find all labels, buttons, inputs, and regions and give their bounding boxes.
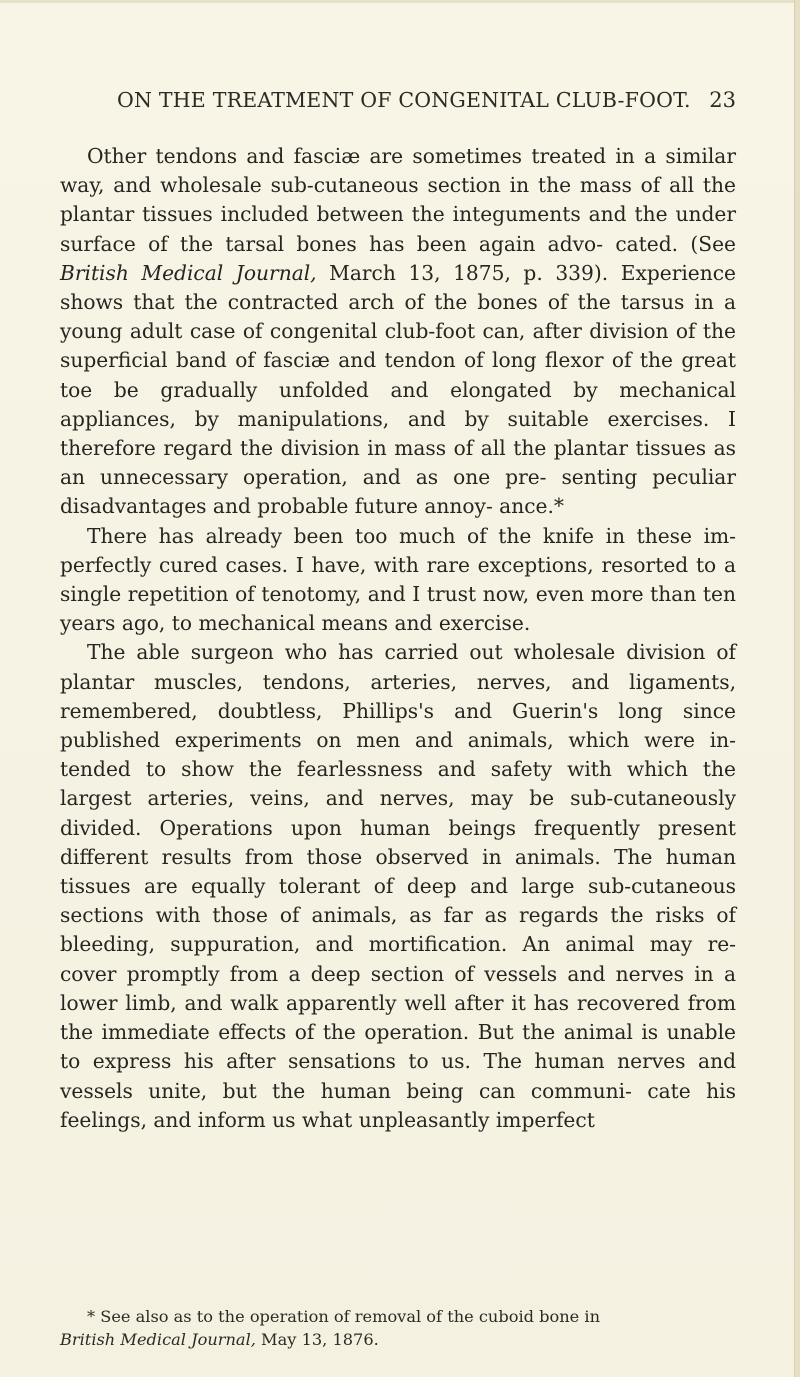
page-number: 23 — [709, 88, 736, 112]
footnote-text-after: May 13, 1876. — [255, 1330, 379, 1349]
main-text — [60, 142, 736, 1135]
paragraph-3: The able surgeon who has carried out wholesale division of plantar muscles, tendons, arteries, nerves, and ligaments, remembered, doubtless, Phillips's and Guerin's long since published experiments on men and animals, which were in- tended to show the fearlessness and safety with which the largest arteries, veins, and nerves, may be sub-cutaneously divided. Operations upon human beings frequently present different results from those observed in animals. The human tissues are equally tolerant of deep and large sub-cutaneous sections with those of animals, as far as regards the risks of bleeding, suppuration, and mortification. An animal may re- cover promptly from a deep section of vessels and nerves in a lower limb, and walk apparently well after it has recovered from the immediate effects of the operation. But the animal is unable to express his after sensations to us. The human nerves and vessels unite, but the human being can communi- cate his feelings, and inform us what unpleasantly imperfect — [60, 640, 736, 1132]
paragraph-1-text-before: Other tendons and fasciæ are sometimes treated in a similar way, and wholesale sub-cutaneous section in the mass of all the plantar tissues included between the integuments and the under surface of the tarsal bones has been again advo- cated. (See — [60, 144, 736, 256]
footnote — [60, 1305, 736, 1351]
footnote-text — [60, 1305, 736, 1351]
paragraph-1-text-after: March 13, 1875, p. 339). Experience shows that the contracted arch of the bones of the tarsus in a young adult case of congenital club-foot can, after division of the superficial band of fasciæ and tendon of long flexor of the great toe be gradually unfolded and elongated by mechanical appliances, by manipulations, and by suitable exercises. I therefore regard the division in mass of all the plantar tissues as an unnecessary operation, and as one pre- senting peculiar disadvantages and probable future annoy- ance.* — [60, 260, 737, 519]
footnote-citation-journal: British Medical Journal, — [60, 1330, 256, 1349]
page-header — [60, 88, 736, 118]
citation-journal: British Medical Journal, — [60, 260, 317, 285]
running-head: ON THE TREATMENT OF CONGENITAL CLUB-FOOT. — [117, 88, 691, 112]
page-top-edge — [0, 0, 800, 3]
paragraph-2: There has already been too much of the knife in these im- perfectly cured cases. I have, with rare exceptions, resorted to a single repetition of tenotomy, and I trust now, even more than ten years ago, to mechanical means and exercise. — [60, 523, 736, 636]
paragraph-1 — [60, 142, 736, 522]
footnote-text-before: * See also as to the operation of removal of the cuboid bone in — [87, 1307, 600, 1326]
page-right-edge — [794, 0, 800, 1377]
